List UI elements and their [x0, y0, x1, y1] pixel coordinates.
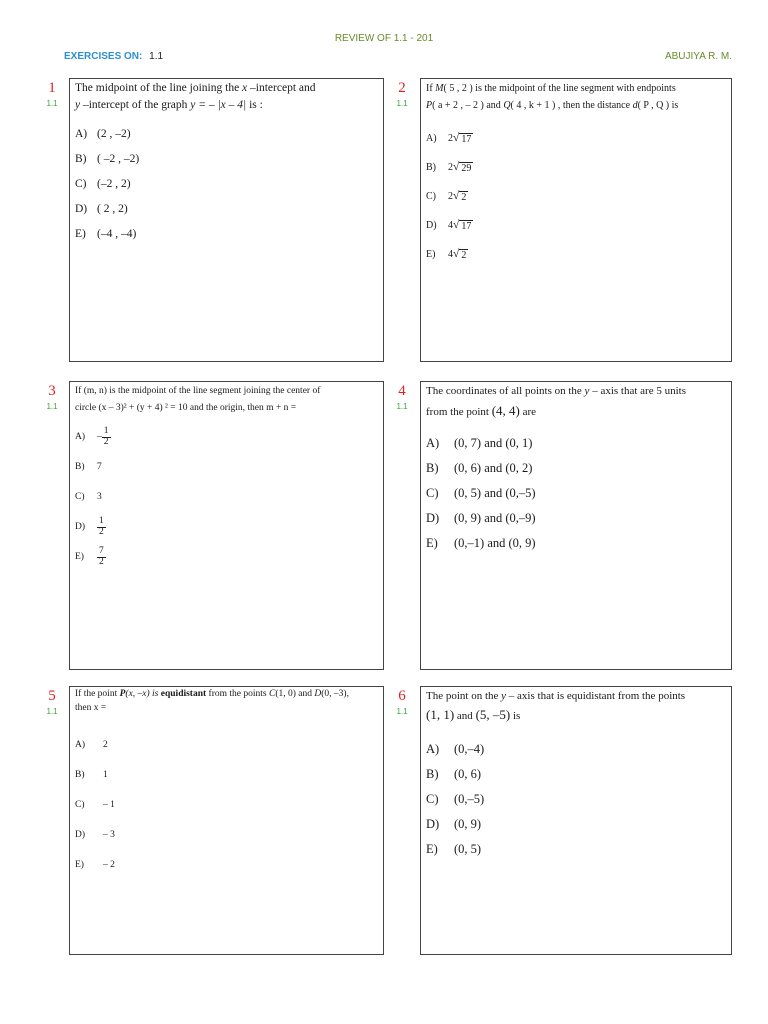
- choice-a[interactable]: [75, 121, 378, 146]
- stem-text: The midpoint of the line joining the: [75, 82, 243, 94]
- section-label: 1.1: [396, 99, 408, 108]
- choice-letter: E): [75, 552, 84, 563]
- choice-b[interactable]: [426, 456, 726, 481]
- stem-text: The coordinates of all points on the: [426, 385, 585, 397]
- stem-equation: y = – |x – 4|: [190, 98, 247, 111]
- choice-radicand: 29: [461, 162, 472, 174]
- sqrt-icon: √: [453, 218, 460, 231]
- sqrt-icon: √: [453, 160, 460, 173]
- stem-math: d: [632, 100, 638, 111]
- stem-text: –intercept and: [247, 82, 316, 94]
- question-box-4: [420, 381, 732, 670]
- choice-text: 1: [103, 769, 108, 780]
- question-box-1: [69, 78, 384, 362]
- stem-text: If (m, n) is the midpoint of the line segment joining the center of: [75, 386, 321, 396]
- choices-list: [75, 730, 378, 880]
- choice-letter: C): [75, 177, 87, 190]
- choice-b[interactable]: [426, 153, 726, 182]
- choice-text: (0,–5): [454, 792, 485, 807]
- stem-math: Q: [503, 100, 511, 111]
- choice-letter: B): [426, 767, 439, 782]
- exercises-value: 1.1: [149, 51, 164, 62]
- choice-text: (0, 5) and (0,–5): [454, 486, 536, 501]
- stem-text: – axis that is equidistant from the points: [506, 690, 686, 702]
- stem-text: is: [669, 100, 679, 111]
- choice-coefficient: 2: [448, 191, 453, 202]
- question-number: 6: [398, 688, 406, 704]
- choice-text: (0,–1) and (0, 9): [454, 536, 536, 551]
- choice-letter: D): [75, 202, 88, 215]
- choice-letter: C): [426, 191, 436, 202]
- stem-text: The point on the: [426, 690, 502, 702]
- choice-c[interactable]: [426, 481, 726, 506]
- choice-text: (0, 6) and (0, 2): [454, 461, 533, 476]
- choice-a[interactable]: [426, 737, 726, 762]
- choice-text: 2: [103, 739, 108, 750]
- sqrt-icon: √: [453, 247, 460, 260]
- choices-list: [426, 737, 726, 862]
- stem-text: ( 5 , 2 ) is the midpoint of the line segment with endpoints: [443, 83, 676, 94]
- choice-text: ( 2 , 2): [97, 202, 128, 215]
- choice-e[interactable]: [75, 221, 378, 246]
- choice-text: 7: [97, 462, 102, 473]
- choice-letter: E): [426, 536, 438, 551]
- stem-text: ( 4 , k + 1 ): [510, 100, 556, 111]
- choice-text: – 2: [103, 859, 115, 870]
- stem-math: y: [501, 690, 507, 702]
- choice-d[interactable]: [426, 211, 726, 240]
- stem-text: are: [519, 405, 537, 418]
- question-box-5: [69, 686, 384, 955]
- choice-letter: A): [75, 127, 88, 140]
- question-number: 4: [398, 383, 406, 399]
- question-stem: [426, 688, 726, 725]
- choice-e[interactable]: [426, 531, 726, 556]
- choice-text: (0, 7) and (0, 1): [454, 436, 533, 451]
- question-stem: [426, 383, 726, 421]
- choice-c[interactable]: [75, 790, 378, 820]
- choice-e[interactable]: [426, 837, 726, 862]
- sqrt-icon: √: [453, 131, 460, 144]
- choice-text: (0, 6): [454, 767, 482, 782]
- question-number: 5: [48, 688, 56, 704]
- choice-text: – 1: [103, 799, 115, 810]
- question-number: 3: [48, 383, 56, 399]
- choice-text: 3: [97, 492, 102, 503]
- choice-coefficient: 4: [448, 249, 453, 260]
- question-stem: [75, 80, 378, 113]
- stem-math: P: [426, 100, 433, 111]
- choice-letter: A): [426, 436, 440, 451]
- choice-letter: B): [426, 162, 436, 173]
- question-box-6: [420, 686, 732, 955]
- choice-d[interactable]: [426, 506, 726, 531]
- stem-text: then x =: [75, 702, 107, 713]
- stem-text: –intercept of the graph: [80, 98, 191, 111]
- choices-list: [75, 121, 378, 246]
- choice-coefficient: 2: [448, 162, 453, 173]
- choice-radicand: 17: [461, 220, 472, 232]
- stem-emphasis: equidistant: [160, 689, 207, 699]
- page-title: REVIEW OF 1.1 - 201: [334, 33, 434, 44]
- choice-a[interactable]: [75, 422, 378, 452]
- choice-letter: B): [75, 769, 85, 780]
- stem-point: (5, –5): [475, 707, 511, 723]
- choice-letter: C): [426, 486, 439, 501]
- author-name: ABUJIYA R. M.: [664, 51, 732, 62]
- choice-letter: B): [426, 461, 439, 476]
- choice-radicand: 17: [461, 133, 472, 145]
- choice-letter: A): [75, 739, 86, 750]
- question-number: 1: [48, 80, 56, 96]
- section-label: 1.1: [46, 402, 58, 411]
- sqrt-icon: √: [453, 189, 460, 202]
- stem-math: (x, –x) is: [125, 689, 161, 699]
- choice-d[interactable]: [75, 512, 378, 542]
- stem-text: (0, –3),: [321, 689, 349, 699]
- choice-letter: C): [75, 492, 85, 503]
- choice-radicand: 2: [461, 191, 467, 203]
- choice-letter: D): [75, 829, 86, 840]
- stem-math: P: [119, 689, 126, 699]
- fraction-numerator: 1: [99, 516, 104, 527]
- choices-list: [75, 422, 378, 572]
- stem-point: (4, 4): [491, 402, 520, 418]
- choice-c[interactable]: [75, 482, 378, 512]
- choice-text: (0, 5): [454, 842, 482, 857]
- choice-text: (2 , –2): [97, 127, 131, 140]
- section-label: 1.1: [396, 707, 408, 716]
- stem-text: and: [454, 710, 476, 723]
- choice-letter: E): [426, 842, 438, 857]
- choice-letter: D): [426, 511, 440, 526]
- fraction-denominator: 2: [99, 526, 104, 537]
- fraction-numerator: 7: [99, 546, 104, 557]
- choice-letter: D): [426, 817, 440, 832]
- question-number: 2: [398, 80, 406, 96]
- stem-text: from the point: [426, 405, 492, 418]
- choice-a[interactable]: [426, 124, 726, 153]
- stem-text: , then the distance: [555, 100, 633, 111]
- choice-e[interactable]: [75, 850, 378, 880]
- choice-letter: D): [426, 220, 437, 231]
- stem-math: x: [242, 82, 248, 94]
- stem-text: and: [483, 100, 504, 111]
- choice-b[interactable]: [75, 760, 378, 790]
- choice-letter: C): [75, 799, 85, 810]
- choices-list: [426, 431, 726, 556]
- section-label: 1.1: [396, 402, 408, 411]
- choice-b[interactable]: [426, 762, 726, 787]
- choice-letter: A): [75, 432, 86, 443]
- choice-c[interactable]: [426, 787, 726, 812]
- choice-c[interactable]: [426, 182, 726, 211]
- choice-a[interactable]: [426, 431, 726, 456]
- stem-text: – axis that are 5 units: [589, 385, 686, 397]
- fraction-denominator: 2: [103, 436, 109, 447]
- choice-text: (–2 , 2): [97, 177, 131, 190]
- question-box-3: [69, 381, 384, 670]
- stem-math: M: [435, 83, 444, 94]
- choice-text: (0, 9) and (0,–9): [454, 511, 536, 526]
- stem-point: (1, 1): [426, 707, 455, 723]
- choice-e[interactable]: [426, 240, 726, 269]
- choice-d[interactable]: [426, 812, 726, 837]
- choice-d[interactable]: [75, 820, 378, 850]
- stem-math: y: [75, 98, 81, 111]
- choice-coefficient: 2: [448, 133, 453, 144]
- choice-b[interactable]: [75, 452, 378, 482]
- fraction-numerator: 1: [103, 426, 109, 437]
- choice-text: ( –2 , –2): [97, 152, 140, 165]
- choices-list: [426, 124, 726, 269]
- choice-letter: C): [426, 792, 439, 807]
- stem-text: is :: [246, 98, 263, 111]
- choice-letter: E): [75, 859, 84, 870]
- section-label: 1.1: [46, 707, 58, 716]
- choice-letter: B): [75, 152, 87, 165]
- choice-coefficient: 4: [448, 220, 453, 231]
- stem-text: circle (x – 3)² + (y + 4) ² = 10 and the origin, then m + n =: [75, 402, 297, 413]
- question-stem: [75, 383, 378, 416]
- choice-letter: E): [75, 227, 86, 240]
- question-box-2: [420, 78, 732, 362]
- stem-text: ( a + 2 , – 2 ): [432, 100, 484, 111]
- choice-letter: A): [426, 133, 437, 144]
- choice-sign: –: [97, 432, 102, 443]
- question-stem: [426, 80, 726, 114]
- stem-text: If: [426, 83, 436, 94]
- stem-math: y: [584, 385, 590, 397]
- choice-radicand: 2: [461, 249, 467, 261]
- exercises-label: EXERCISES ON:: [64, 51, 143, 62]
- stem-text: is: [510, 710, 521, 723]
- stem-text: If the point: [75, 689, 120, 699]
- choice-text: (–4 , –4): [97, 227, 137, 240]
- stem-text: (1, 0) and: [275, 689, 315, 699]
- choice-text: (0, 9): [454, 817, 482, 832]
- stem-text: from the points: [206, 689, 269, 699]
- choice-letter: E): [426, 249, 436, 260]
- choice-e[interactable]: [75, 542, 378, 572]
- stem-text: ( P , Q ): [637, 100, 670, 111]
- choice-text: – 3: [103, 829, 115, 840]
- choice-c[interactable]: [75, 171, 378, 196]
- choice-b[interactable]: [75, 146, 378, 171]
- section-label: 1.1: [46, 99, 58, 108]
- choice-letter: D): [75, 522, 86, 533]
- question-stem: [75, 688, 378, 716]
- choice-letter: B): [75, 462, 85, 473]
- stem-math: C: [268, 689, 276, 699]
- choice-a[interactable]: [75, 730, 378, 760]
- choice-d[interactable]: [75, 196, 378, 221]
- fraction-denominator: 2: [99, 556, 104, 567]
- choice-letter: A): [426, 742, 440, 757]
- stem-math: D: [314, 689, 322, 699]
- exercises-on: [64, 51, 163, 62]
- choice-text: (0,–4): [454, 742, 485, 757]
